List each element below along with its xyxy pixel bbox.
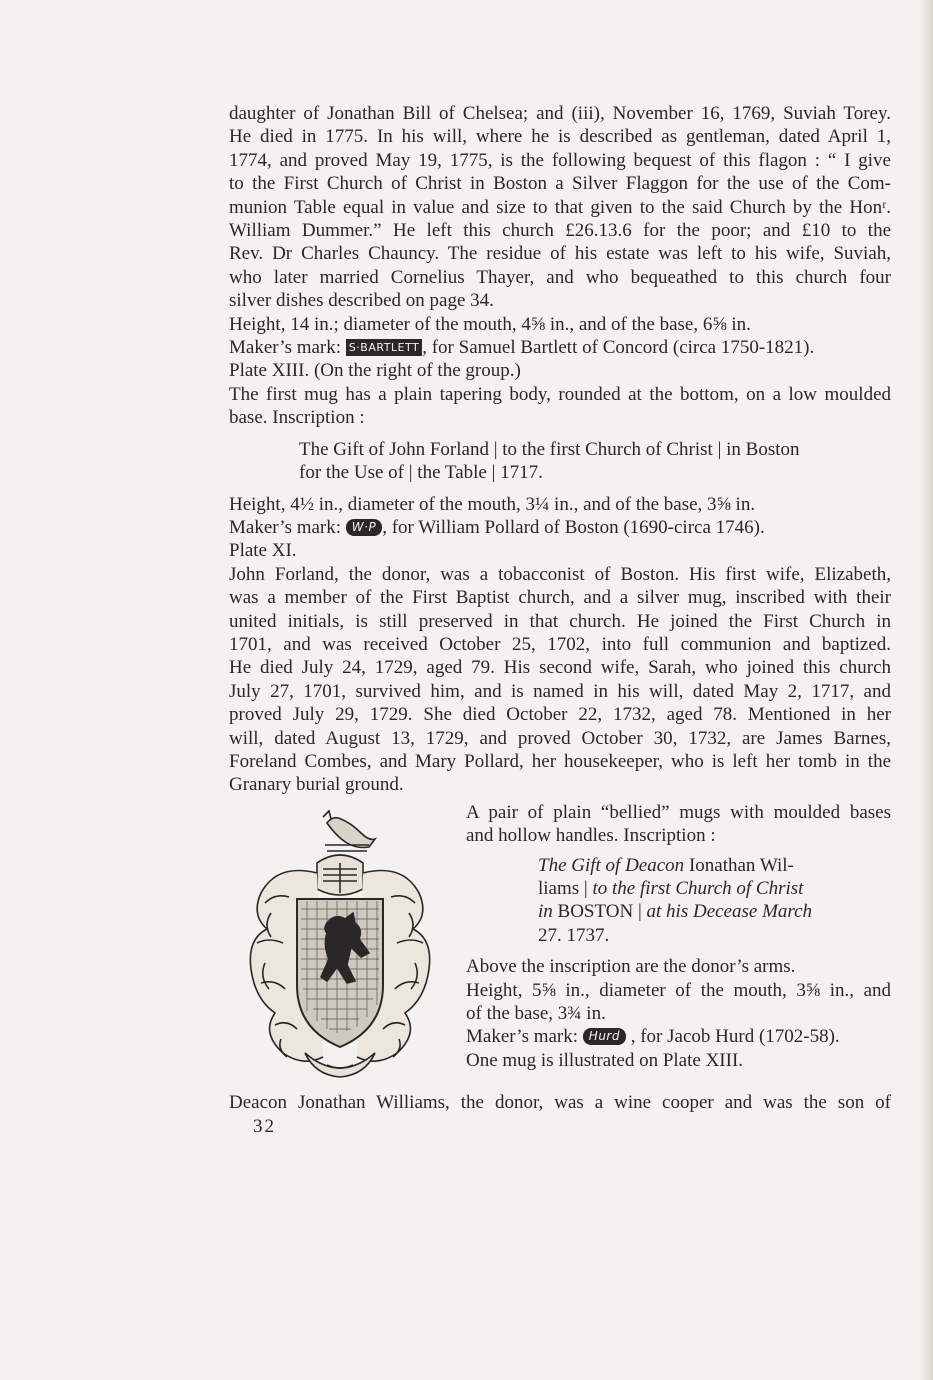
flagon-maker-line bbox=[229, 336, 891, 359]
text-line: will, dated August 13, 1729, and proved October 30, 1732, are James Barnes, bbox=[229, 727, 891, 749]
text-line: Granary burial ground. bbox=[229, 774, 404, 796]
text-line: and hollow handles. Inscription : bbox=[466, 825, 716, 847]
pair-of-mugs-description bbox=[466, 801, 891, 1072]
inscription-italic: The Gift of Deacon bbox=[538, 854, 685, 876]
text-line: Foreland Combes, and Mary Pollard, her housekeeper, who is left her tomb in the bbox=[229, 750, 891, 772]
pair-dimensions: Height, 5⅝ in., diameter of the mouth, 3⅝ in., and bbox=[466, 979, 891, 1001]
inscription-line bbox=[538, 900, 828, 923]
flagon-plate: Plate XIII. (On the right of the group.) bbox=[229, 360, 521, 382]
mug-dimensions: Height, 4½ in., diameter of the mouth, 3¼ in., and of the base, 3⅝ in. bbox=[229, 493, 756, 515]
text-line: July 27, 1701, survived him, and is named in his will, dated May 2, 1717, and bbox=[229, 680, 891, 702]
maker-label: Maker’s mark: bbox=[229, 337, 342, 359]
hurd-mark-icon: Hurd bbox=[583, 1028, 626, 1045]
page-body bbox=[229, 102, 891, 1114]
pair-maker-line bbox=[466, 1025, 891, 1048]
mug-plate: Plate XI. bbox=[229, 540, 297, 562]
text-line: William Dummer.” He left this church £26.13.6 for the poor; and £10 to the bbox=[229, 220, 891, 242]
text-line: who later married Cornelius Thayer, and who bequeathed to this church four bbox=[229, 266, 891, 288]
text-line: A pair of plain “bellied” mugs with moulded bases bbox=[466, 801, 891, 823]
inscription-line: 27. 1737. bbox=[538, 924, 610, 946]
paragraph-flagon-bequest bbox=[229, 102, 891, 313]
pair-dimensions: of the base, 3¾ in. bbox=[466, 1003, 606, 1025]
maker-attribution: , for Jacob Hurd (1702-58). bbox=[625, 1026, 840, 1048]
text-line: munion Table equal in value and size to that given to the said Church by the Honʳ. bbox=[229, 196, 891, 218]
text-line: He died in 1775. In his will, where he is described as gentleman, dated April 1, bbox=[229, 126, 891, 148]
flagon-dimensions: Height, 14 in.; diameter of the mouth, 4⅝ in., and of the base, 6⅝ in. bbox=[229, 313, 751, 335]
williams-inscription bbox=[538, 854, 828, 948]
text-line: 1701, and was received October 25, 1702, into full communion and baptized. bbox=[229, 633, 891, 655]
text-line: was a member of the First Baptist church, and a silver mug, inscribed with their bbox=[229, 587, 891, 609]
mug-intro-line: base. Inscription : bbox=[229, 407, 365, 429]
maker-label: Maker’s mark: bbox=[466, 1026, 579, 1048]
inscription-line: for the Use of | the Table | 1717. bbox=[299, 462, 543, 484]
mug-intro-line: The first mug has a plain tapering body, rounded at the bottom, on a low moulded bbox=[229, 383, 891, 405]
text-line: daughter of Jonathan Bill of Chelsea; and (iii), November 16, 1769, Suviah Torey. bbox=[229, 103, 891, 124]
maker-attribution: , for Samuel Bartlett of Concord (circa 1750-1821). bbox=[422, 337, 815, 359]
inscription-line: The Gift of John Forland | to the first Church of Christ | in Boston bbox=[299, 438, 800, 460]
arms-section bbox=[229, 801, 891, 1091]
inscription-italic: in bbox=[538, 901, 553, 923]
text-line: silver dishes described on page 34. bbox=[229, 290, 494, 312]
mug-maker-line bbox=[229, 516, 891, 539]
pollard-mark-icon: W·P bbox=[346, 519, 382, 536]
pair-plate: One mug is illustrated on Plate XIII. bbox=[466, 1049, 744, 1071]
bartlett-mark-icon: S·BARTLETT bbox=[346, 339, 422, 356]
inscription-line bbox=[538, 854, 828, 877]
page-number: 32 bbox=[253, 1116, 276, 1137]
text-line: to the First Church of Christ in Boston a Silver Flaggon for the use of the Com- bbox=[229, 173, 891, 195]
maker-label: Maker’s mark: bbox=[229, 516, 342, 538]
coat-of-arms-icon bbox=[235, 803, 445, 1087]
text-line: proved July 29, 1729. She died October 22, 1732, aged 78. Mentioned in her bbox=[229, 704, 891, 726]
page-edge-shadow bbox=[919, 0, 933, 1380]
text-line: Rev. Dr Charles Chauncy. The residue of his estate was left to his wife, Suviah, bbox=[229, 243, 891, 265]
arms-note: Above the inscription are the donor’s arms. bbox=[466, 956, 796, 978]
inscription-roman: Ionathan Wil- bbox=[684, 854, 794, 876]
forland-inscription bbox=[299, 438, 891, 485]
inscription-roman: BOSTON | bbox=[552, 901, 647, 923]
text-line: John Forland, the donor, was a tobacconist of Boston. His first wife, Elizabeth, bbox=[229, 563, 891, 585]
inscription-italic: to the first Church of Christ bbox=[592, 878, 804, 899]
paragraph-forland bbox=[229, 563, 891, 797]
maker-attribution: , for William Pollard of Boston (1690-circa 1746). bbox=[382, 516, 765, 538]
text-line: 1774, and proved May 19, 1775, is the following bequest of this flagon : “ I give bbox=[229, 149, 891, 171]
inscription-roman: liams | bbox=[538, 878, 593, 899]
inscription-line bbox=[538, 877, 828, 900]
text-line: united initials, is still preserved in that church. He joined the First Church in bbox=[229, 610, 891, 632]
text-line: He died July 24, 1729, aged 79. His second wife, Sarah, who joined this church bbox=[229, 657, 891, 679]
inscription-italic: at his Decease March bbox=[646, 901, 813, 923]
closing-line: Deacon Jonathan Williams, the donor, was a wine cooper and was the son of bbox=[229, 1091, 891, 1113]
